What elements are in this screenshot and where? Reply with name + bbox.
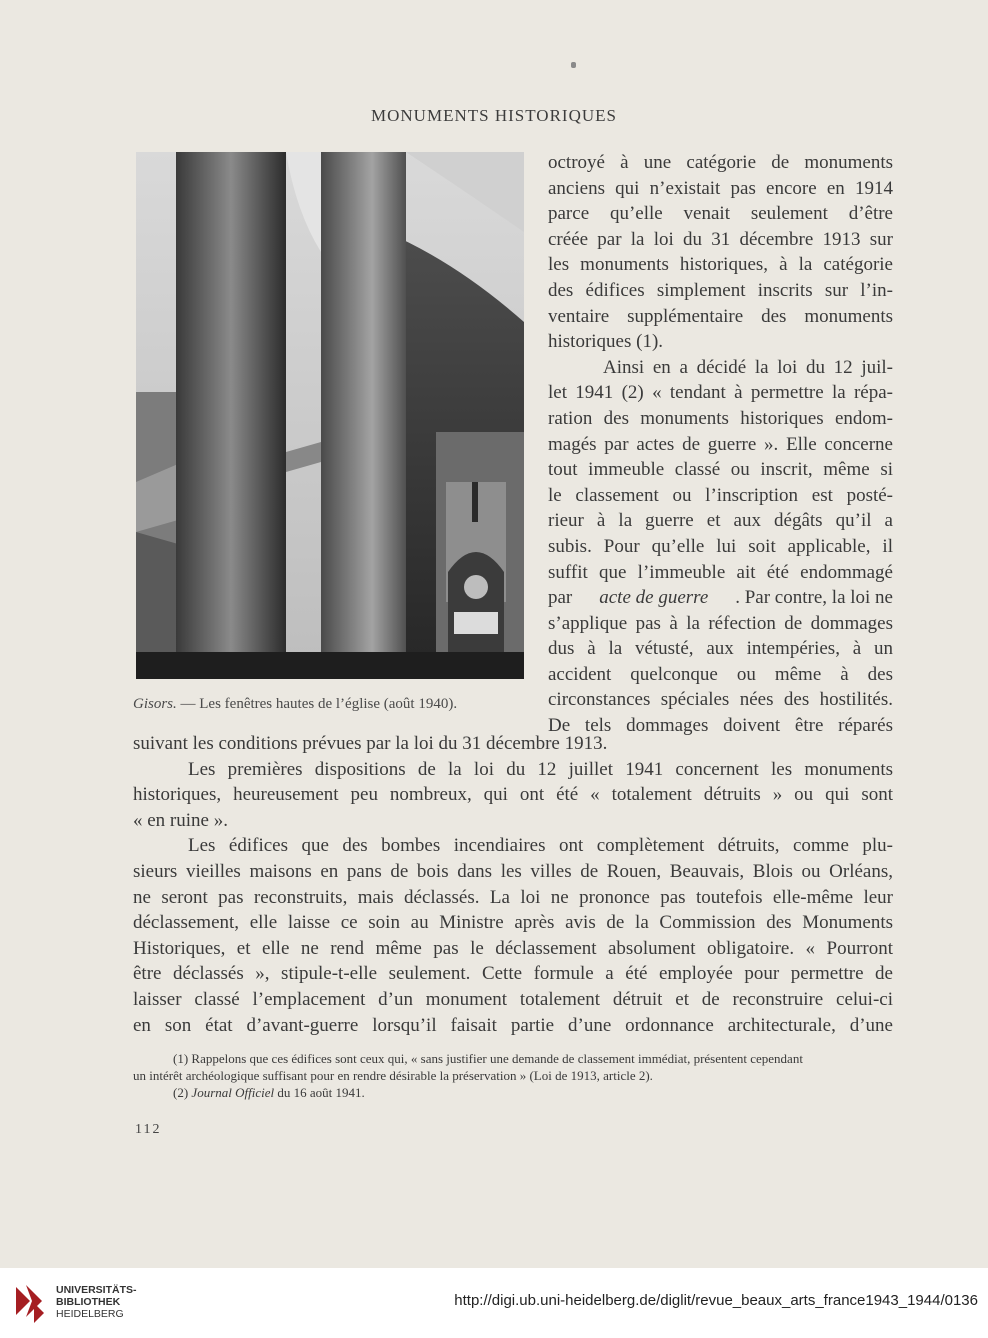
text-column-right xyxy=(548,150,893,739)
text-line: Ainsi en a décidé la loi du 12 juil- xyxy=(603,356,893,378)
text-line: historiques (1). xyxy=(548,331,664,353)
footnote-1-line: un intérêt archéologique suffisant pour en rendre désirable la préservation » (Loi de 1913, article 2). xyxy=(133,1068,653,1083)
library-name-line: UNIVERSITÄTS- xyxy=(56,1284,137,1296)
text-line: octroyé à une catégorie de monuments xyxy=(548,152,893,173)
running-head: MONUMENTS HISTORIQUES xyxy=(371,106,617,125)
text-line: être déclassés », stipule-t-elle seulement. Cette formule a été employée pour permettre de xyxy=(133,963,893,985)
heidelberg-library-logo-icon xyxy=(12,1281,48,1325)
caption-text: — Les fenêtres hautes de l’église (août 1940). xyxy=(176,696,458,712)
text-line: subis. Pour qu’elle lui soit applicable, il xyxy=(548,535,893,557)
text-fragment: . Par contre, la loi ne xyxy=(735,587,893,609)
library-name-line: BIBLIOTHEK xyxy=(56,1296,121,1308)
text-line: parce qu’elle venait seulement d’être xyxy=(548,203,893,225)
text-line: De tels dommages doivent être réparés xyxy=(548,715,893,737)
text-line: dus à la vétusté, aux intempéries, à un xyxy=(548,638,893,660)
text-line: déclassement, elle laisse ce soin au Ministre après avis de la Commission des Monuments xyxy=(133,912,893,934)
library-name xyxy=(56,1284,137,1320)
text-line: des édifices simplement inscrits sur l’in- xyxy=(548,279,893,301)
text-line: anciens qui n’existait pas encore en 1914 xyxy=(548,177,893,199)
text-line: laisser classé l’emplacement d’un monument totalement détruit et de reconstruire celui-ci xyxy=(133,988,893,1010)
text-line: suivant les conditions prévues par la loi du 31 décembre 1913. xyxy=(133,733,608,754)
footnote-2 xyxy=(133,1084,893,1101)
text-line: le classement ou l’inscription est posté- xyxy=(548,484,893,506)
page-mark xyxy=(571,62,576,68)
text-line: historiques, heureusement peu nombreux, qui ont été « totalement détruits » ou qui sont xyxy=(133,784,893,806)
text-full-width xyxy=(133,731,893,1038)
text-line: Historiques, et elle ne rend même pas le déclassement absolument obligatoire. « Pourront xyxy=(133,937,893,959)
text-line: let 1941 (2) « tendant à permettre la répa- xyxy=(548,382,893,404)
page-number: 112 xyxy=(135,1122,162,1137)
footnote-2-rest: du 16 août 1941. xyxy=(274,1085,365,1100)
text-line: accident quelconque ou même à des xyxy=(548,663,893,685)
text-line: rieur à la guerre et aux dégâts qu’il a xyxy=(548,510,893,532)
library-name-line: HEIDELBERG xyxy=(56,1308,124,1320)
text-line: en son état d’avant-guerre lorsqu’il faisait partie d’une ordonnance architecturale, d’une xyxy=(133,1014,893,1036)
text-line-mixed xyxy=(548,585,893,611)
text-line: tout immeuble classé ou inscrit, même si xyxy=(548,459,893,481)
text-line: créée par la loi du 31 décembre 1913 sur xyxy=(548,228,893,250)
text-line: magés par actes de guerre ». Elle concerne xyxy=(548,433,893,455)
text-line: ne seront pas reconstruits, mais déclassés. La loi ne prononce pas toutefois elle-même leur xyxy=(133,886,893,908)
text-line: « en ruine ». xyxy=(133,809,228,831)
permalink-url[interactable]: http://digi.ub.uni-heidelberg.de/diglit/revue_beaux_arts_france1943_1944/0136 xyxy=(454,1292,978,1309)
text-line: circonstances spéciales nées des hostilités. xyxy=(548,689,893,711)
text-line: Les édifices que des bombes incendiaires ont complètement détruits, comme plu- xyxy=(188,835,893,857)
text-line: s’applique pas à la réfection de dommages xyxy=(548,612,893,634)
text-line: ration des monuments historiques endom- xyxy=(548,407,893,429)
text-line: ventaire supplémentaire des monuments xyxy=(548,305,893,327)
church-photograph xyxy=(136,152,524,679)
footnote-2-num: (2) xyxy=(173,1085,192,1100)
text-fragment-italic: acte de guerre xyxy=(599,587,709,609)
photo-illustration xyxy=(136,152,524,679)
figure-caption xyxy=(133,696,533,713)
text-line: suffit que l’immeuble ait été endommagé xyxy=(548,561,893,583)
text-fragment: par xyxy=(548,587,573,609)
footnote-1-line: (1) Rappelons que ces édifices sont ceux qui, « sans justifier une demande de classement immédiat, présentent cependant xyxy=(173,1051,803,1066)
footnote-2-title: Journal Officiel xyxy=(191,1085,275,1100)
text-line: les monuments historiques, à la catégorie xyxy=(548,254,893,276)
footnotes xyxy=(133,1050,893,1101)
library-footer xyxy=(0,1268,988,1338)
text-line: Les premières dispositions de la loi du 12 juillet 1941 concernent les monuments xyxy=(188,758,893,780)
caption-place: Gisors. xyxy=(133,696,177,712)
text-line: sieurs vieilles maisons en pans de bois dans les villes de Rouen, Beauvais, Blois ou Orléans, xyxy=(133,860,893,882)
